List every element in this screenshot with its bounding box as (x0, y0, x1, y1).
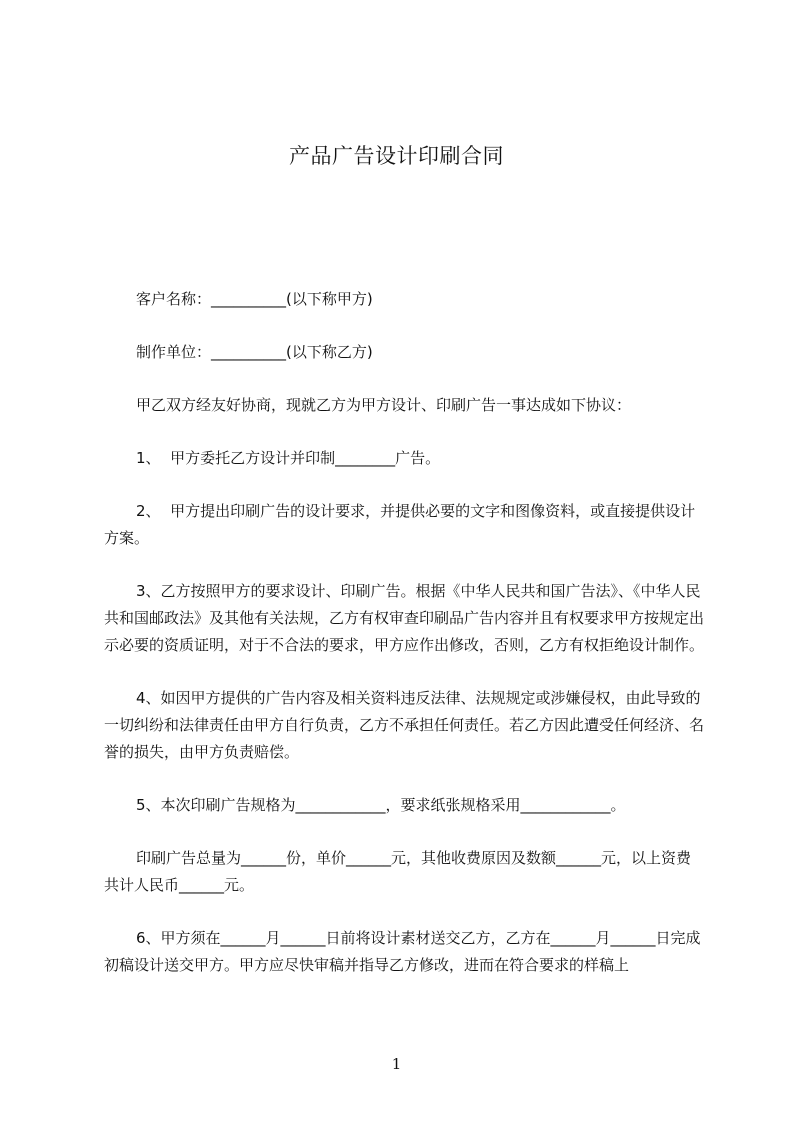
agreement-intro: 甲乙双方经友好协商，现就乙方为甲方设计、印刷广告一事达成如下协议： (136, 396, 632, 414)
clause-3: 3、乙方按照甲方的要求设计、印刷广告。根据《中华人民共和国广告法》、《中华人民共和国邮政法》及其他有关法规，乙方有权审查印刷品广告内容并且有权要求甲方按规定出示必要的资质证明，对于不合法的要求，甲方应作出修改，否则，乙方有权拒绝设计制作。 (104, 582, 705, 654)
producer-name-line: 制作单位：__________(以下称乙方) (136, 343, 373, 361)
contract-body (104, 286, 704, 1005)
clause-4: 4、如因甲方提供的广告内容及相关资料违反法律、法规规定或涉嫌侵权，由此导致的一切纠纷和法律责任由甲方自行负责，乙方不承担任何责任。若乙方因此遭受任何经济、名誉的损失，由甲方负责赔偿。 (104, 689, 705, 761)
document-title: 产品广告设计印刷合同 (289, 144, 504, 168)
clause-1: 1、 甲方委托乙方设计并印制________广告。 (136, 449, 441, 467)
client-name-line: 客户名称：__________(以下称甲方) (136, 290, 373, 308)
page-number: 1 (391, 1055, 402, 1073)
clause-5: 5、本次印刷广告规格为____________，要求纸张规格采用____________。 (136, 796, 626, 814)
clause-5-pricing: 印刷广告总量为______份，单价______元，其他收费原因及数额______元，以上资费共计人民币______元。 (104, 849, 692, 894)
clause-6: 6、甲方须在______月______日前将设计素材送交乙方，乙方在______月______日完成初稿设计送交甲方。甲方应尽快审稿并指导乙方修改，进而在符合要求的样稿上 (104, 929, 701, 974)
clause-2: 2、 甲方提出印刷广告的设计要求，并提供必要的文字和图像资料，或直接提供设计方案。 (104, 502, 696, 547)
